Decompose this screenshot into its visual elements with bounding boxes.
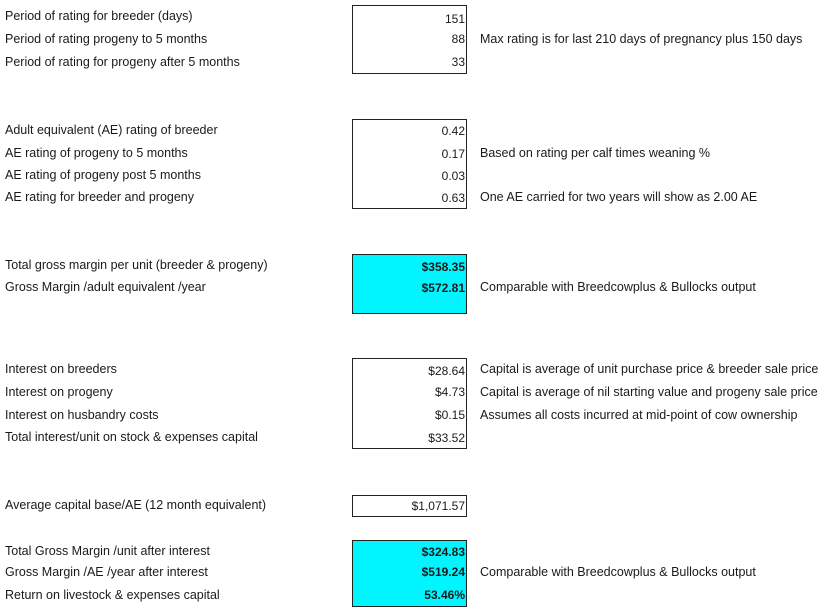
value-period-progeny-after-5-months[interactable]: 33 xyxy=(451,55,465,69)
value-interest-husbandry[interactable]: $0.15 xyxy=(434,408,465,422)
label-period-breeder: Period of rating for breeder (days) xyxy=(5,9,193,23)
value-interest-breeders[interactable]: $28.64 xyxy=(428,364,465,378)
value-return-on-capital[interactable]: 53.46% xyxy=(424,588,465,602)
value-interest-total[interactable]: $33.52 xyxy=(428,431,465,445)
label-interest-total: Total interest/unit on stock & expenses capital xyxy=(5,430,258,444)
value-ae-breeder-and-progeny[interactable]: 0.63 xyxy=(441,191,465,205)
value-ae-progeny-to-5-months[interactable]: 0.17 xyxy=(441,147,465,161)
label-ae-breeder-and-progeny: AE rating for breeder and progeny xyxy=(5,190,195,204)
note-costs-midpoint: Assumes all costs incurred at mid-point of cow ownership xyxy=(480,408,798,422)
label-interest-breeders: Interest on breeders xyxy=(5,362,117,376)
label-ae-progeny-to-5-months: AE rating of progeny to 5 months xyxy=(5,146,188,160)
value-total-gm-after-interest[interactable]: $324.83 xyxy=(421,545,465,559)
after-interest-box[interactable] xyxy=(352,540,467,607)
note-two-years: One AE carried for two years will show as 2.00 AE xyxy=(480,190,758,204)
value-total-gross-margin[interactable]: $358.35 xyxy=(421,260,465,274)
label-period-progeny-after-5-months: Period of rating for progeny after 5 months xyxy=(5,55,240,69)
note-max-rating: Max rating is for last 210 days of pregnancy plus 150 days xyxy=(480,32,803,46)
note-weaning: Based on rating per calf times weaning % xyxy=(480,146,710,160)
value-ae-breeder[interactable]: 0.42 xyxy=(441,124,465,138)
value-period-breeder[interactable]: 151 xyxy=(444,12,465,26)
value-ae-progeny-post-5-months[interactable]: 0.03 xyxy=(441,169,465,183)
interest-box[interactable] xyxy=(352,358,467,449)
label-ae-breeder: Adult equivalent (AE) rating of breeder xyxy=(5,123,218,137)
label-interest-husbandry: Interest on husbandry costs xyxy=(5,408,159,422)
label-gross-margin-ae: Gross Margin /adult equivalent /year xyxy=(5,280,206,294)
note-capital-progeny: Capital is average of nil starting value and progeny sale price xyxy=(480,385,818,399)
label-capital-base: Average capital base/AE (12 month equivalent) xyxy=(5,498,267,512)
value-capital-base[interactable]: $1,071.57 xyxy=(411,499,465,513)
gross-margin-box[interactable] xyxy=(352,254,467,314)
ae-rating-box[interactable] xyxy=(352,119,467,209)
note-comparable-after-interest: Comparable with Breedcowplus & Bullocks output xyxy=(480,565,756,579)
label-gm-ae-after-interest: Gross Margin /AE /year after interest xyxy=(5,565,208,579)
capital-base-box[interactable] xyxy=(352,495,467,517)
label-total-gm-after-interest: Total Gross Margin /unit after interest xyxy=(5,544,210,558)
label-total-gross-margin: Total gross margin per unit (breeder & progeny) xyxy=(5,258,268,272)
value-interest-progeny[interactable]: $4.73 xyxy=(434,385,465,399)
note-comparable-gross-margin: Comparable with Breedcowplus & Bullocks output xyxy=(480,280,756,294)
value-gm-ae-after-interest[interactable]: $519.24 xyxy=(421,565,465,579)
label-interest-progeny: Interest on progeny xyxy=(5,385,113,399)
note-capital-breeders: Capital is average of unit purchase price & breeder sale price xyxy=(480,362,819,376)
value-gross-margin-ae[interactable]: $572.81 xyxy=(421,281,465,295)
value-period-progeny-to-5-months[interactable]: 88 xyxy=(451,32,465,46)
rating-period-box[interactable] xyxy=(352,5,467,74)
label-period-progeny-to-5-months: Period of rating progeny to 5 months xyxy=(5,32,208,46)
label-ae-progeny-post-5-months: AE rating of progeny post 5 months xyxy=(5,168,201,182)
label-return-on-capital: Return on livestock & expenses capital xyxy=(5,588,220,602)
